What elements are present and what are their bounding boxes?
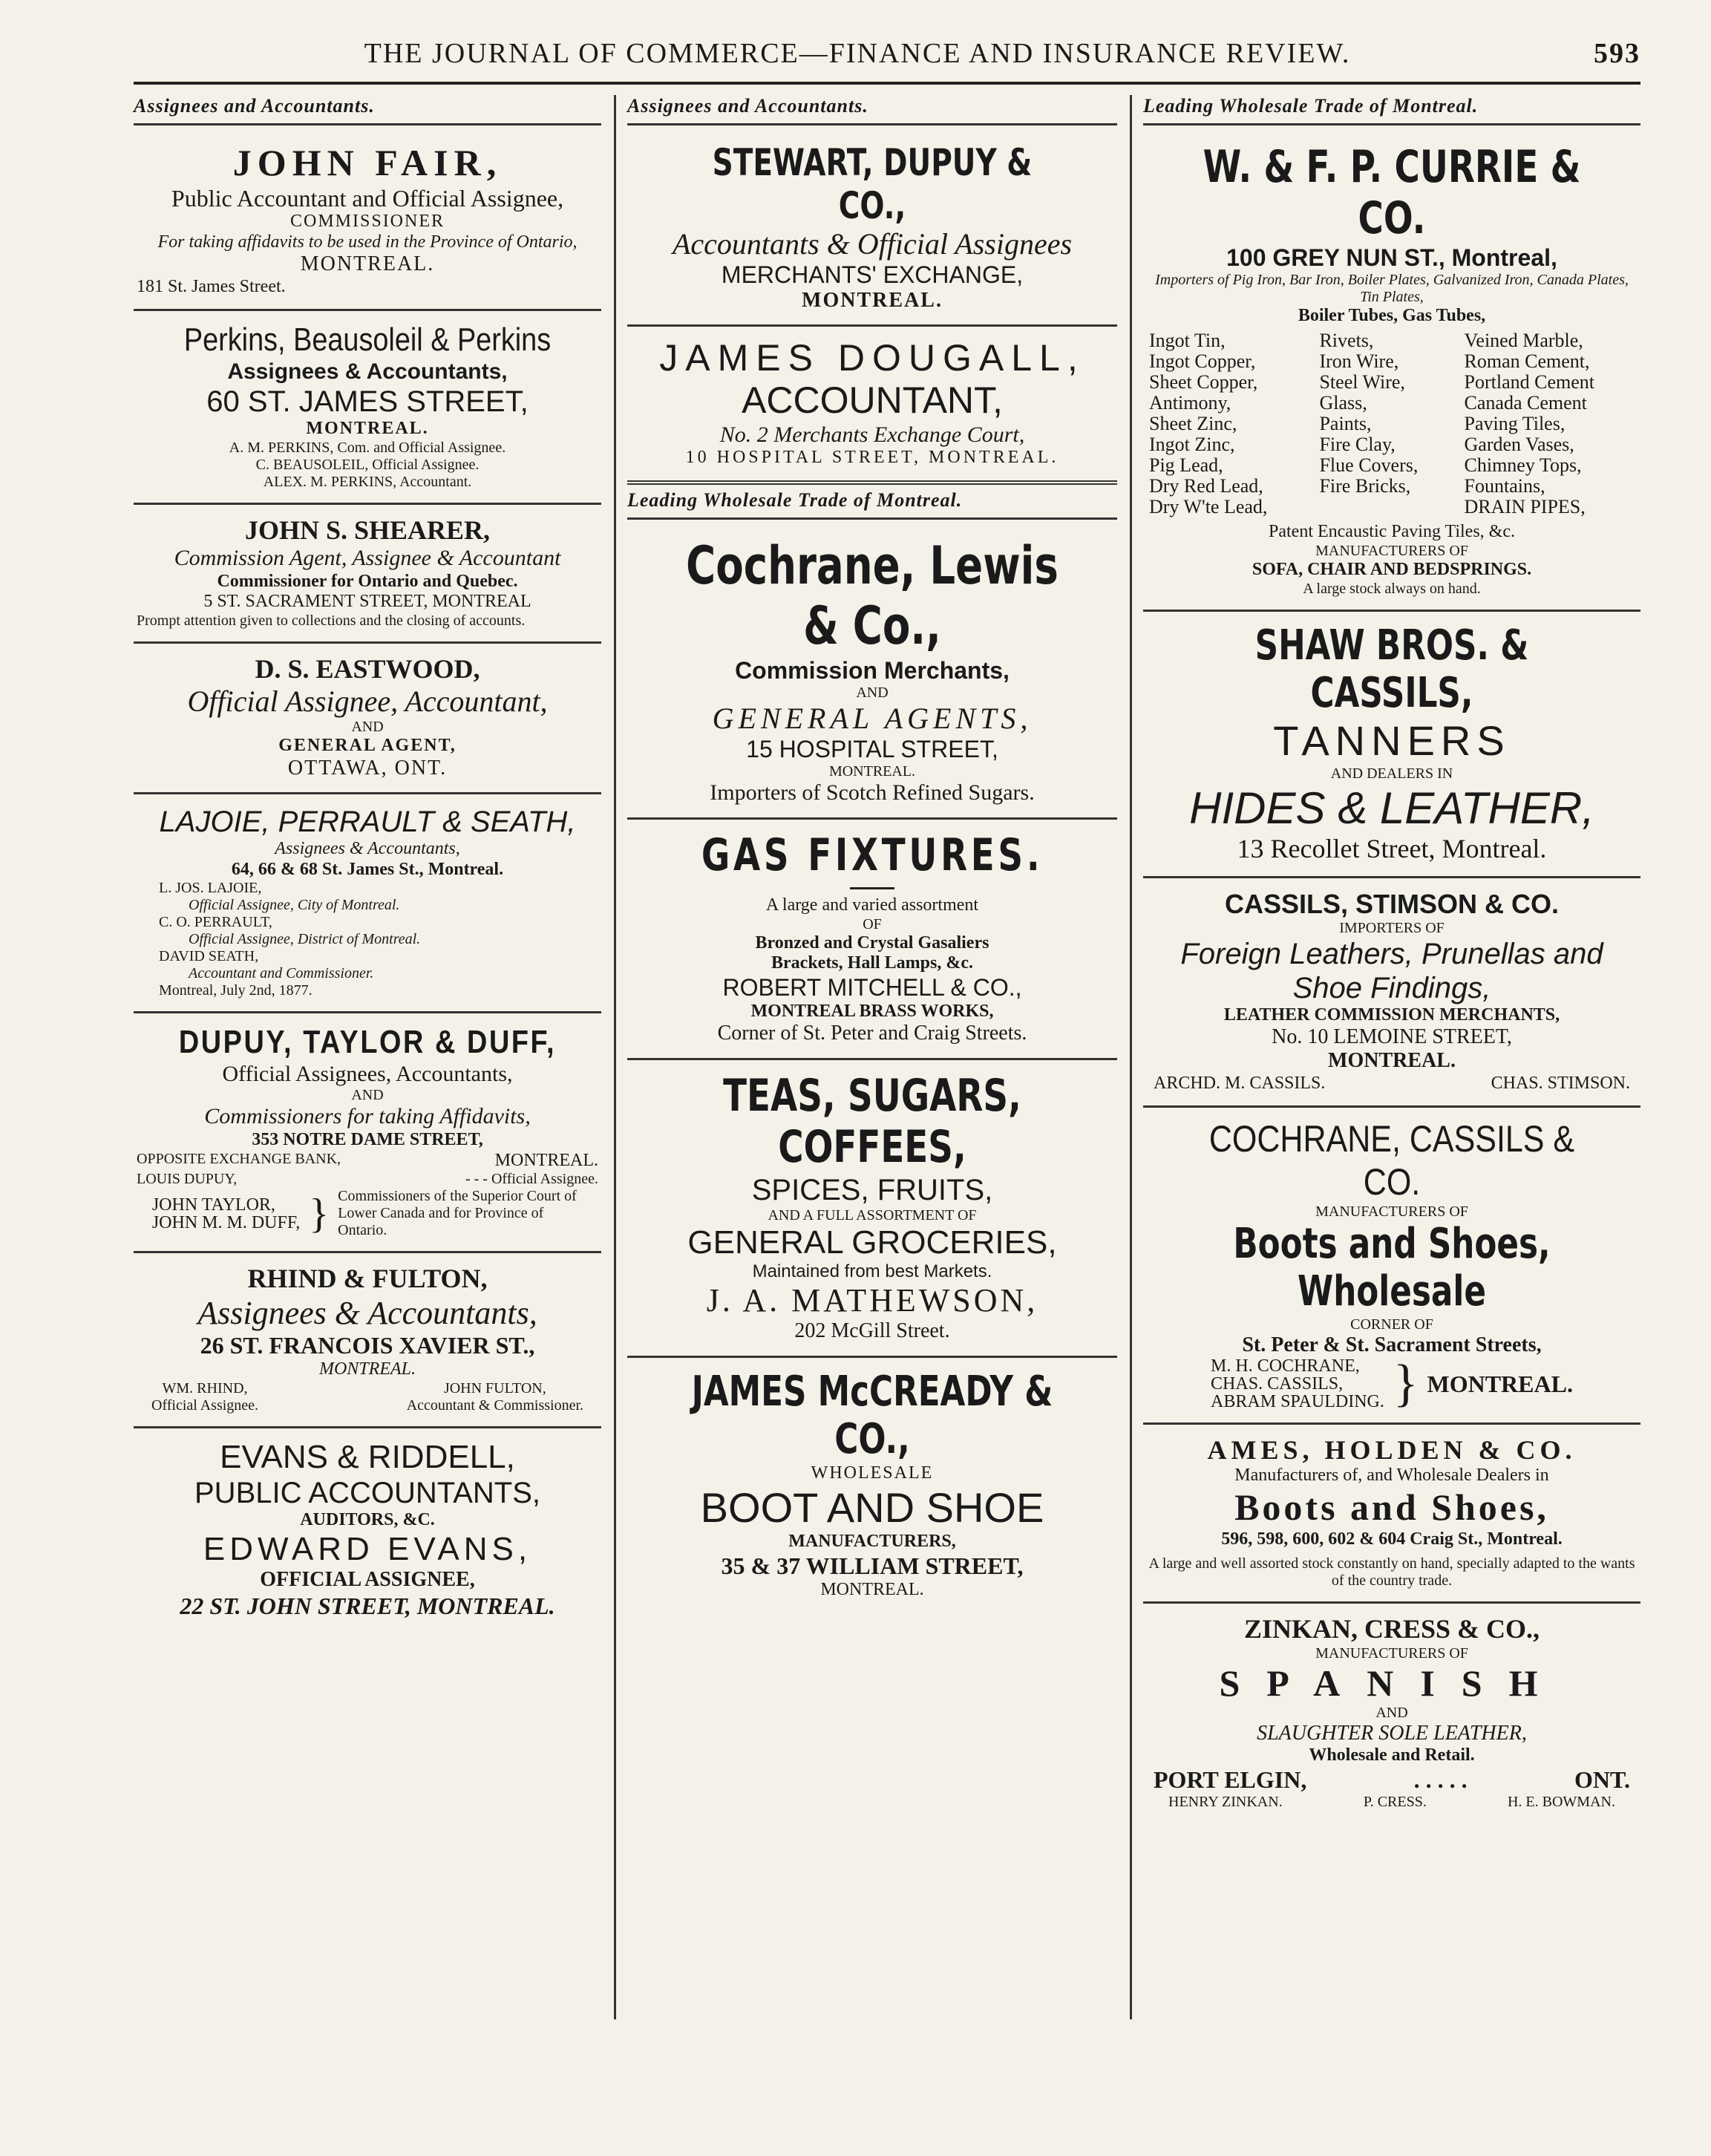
ad-line: Official Assignees, Accountants, bbox=[222, 1061, 513, 1086]
ad-person-title: Official Assignee, City of Montreal. bbox=[189, 897, 400, 914]
ad-person-title: - - - Official Assignee. bbox=[465, 1171, 598, 1188]
ad-line: Boiler Tubes, Gas Tubes, bbox=[1298, 305, 1486, 325]
product-item: Ingot Zinc, bbox=[1149, 434, 1235, 456]
ad-line: For taking affidavits to be used in the Province of Ontario, bbox=[157, 232, 578, 252]
ad-gas-fixtures bbox=[627, 820, 1117, 1059]
ad-line: A large and varied assortment bbox=[765, 895, 979, 915]
ad-line: AND bbox=[351, 1087, 384, 1104]
ad-person: LOUIS DUPUY, bbox=[137, 1171, 238, 1188]
ad-shearer bbox=[134, 505, 601, 644]
ad-person-title: Official Assignee. bbox=[151, 1396, 259, 1414]
advertiser-name: LAJOIE, PERRAULT & SEATH, bbox=[159, 806, 576, 839]
ad-line: J. A. MATHEWSON, bbox=[706, 1281, 1038, 1319]
ad-address: 202 McGill Street. bbox=[794, 1319, 950, 1343]
ad-person: JOHN FULTON, bbox=[443, 1379, 546, 1396]
product-column bbox=[1465, 330, 1635, 517]
header-rule bbox=[134, 82, 1640, 85]
ad-john-fair bbox=[134, 131, 601, 311]
ad-cassils-stimson bbox=[1143, 878, 1640, 1108]
ad-line: MONTREAL. bbox=[820, 1579, 924, 1599]
ad-line: No. 2 Merchants Exchange Court, bbox=[719, 422, 1025, 447]
ad-line: . . . . . bbox=[1413, 1765, 1468, 1793]
advertiser-name: CASSILS, STIMSON & CO. bbox=[1224, 889, 1560, 920]
page-header bbox=[134, 30, 1640, 82]
product-item: Veined Marble, bbox=[1464, 330, 1583, 352]
advertiser-name: RHIND & FULTON, bbox=[247, 1264, 488, 1294]
advertiser-name: JOHN FAIR, bbox=[232, 142, 503, 183]
ad-james-dougall bbox=[627, 327, 1117, 485]
product-item: Sheet Copper, bbox=[1149, 371, 1258, 393]
ad-line: MERCHANTS' EXCHANGE, bbox=[721, 261, 1024, 288]
ad-person: CHAS. STIMSON. bbox=[1491, 1073, 1630, 1093]
ad-line: MONTREAL. bbox=[318, 1359, 416, 1379]
brace-glyph: } bbox=[309, 1190, 330, 1237]
ad-line: Assignees & Accountants, bbox=[275, 839, 460, 859]
ad-line: Wholesale and Retail. bbox=[1309, 1745, 1475, 1765]
ad-shaw-bros bbox=[1143, 612, 1640, 879]
ad-line: MONTREAL. bbox=[306, 419, 429, 439]
ad-line: Commission Merchants, bbox=[735, 657, 1010, 685]
ad-brace-group bbox=[1146, 1357, 1638, 1411]
column-divider bbox=[1130, 95, 1132, 2019]
ad-line: Manufacturers of, and Wholesale Dealers in bbox=[1234, 1466, 1549, 1486]
ad-cochrane-cassils bbox=[1143, 1108, 1640, 1425]
product-item: DRAIN PIPES, bbox=[1464, 496, 1586, 518]
ad-person-block bbox=[151, 1380, 258, 1414]
column-3 bbox=[1143, 95, 1640, 2019]
ad-line: Boots and Shoes, Wholesale bbox=[1233, 1220, 1551, 1316]
product-item: Fountains, bbox=[1464, 475, 1545, 497]
ad-line: GENERAL AGENT, bbox=[278, 736, 457, 756]
ad-address: 181 St. James Street. bbox=[137, 276, 286, 296]
ad-person: C. O. PERRAULT, bbox=[159, 914, 272, 931]
ad-line: AND bbox=[856, 684, 889, 701]
ad-line: Public Accountant and Official Assignee, bbox=[171, 184, 564, 212]
ad-cochrane-lewis bbox=[627, 526, 1117, 820]
product-item: Chimney Tops, bbox=[1464, 454, 1582, 477]
ad-line: A large and well assorted stock constantly on hand, specially adapted to the wants of the country trade. bbox=[1148, 1555, 1635, 1590]
product-list bbox=[1146, 326, 1638, 522]
advertiser-name: Cochrane, Lewis & Co., bbox=[686, 535, 1059, 656]
ad-line: SLAUGHTER SOLE LEATHER, bbox=[1257, 1722, 1527, 1745]
ad-person: H. E. BOWMAN. bbox=[1507, 1793, 1615, 1810]
ad-person: L. JOS. LAJOIE, bbox=[159, 880, 262, 897]
ad-line: Commissioners for taking Affidavits, bbox=[204, 1104, 531, 1129]
ad-address: 5 ST. SACRAMENT STREET, MONTREAL bbox=[203, 592, 531, 612]
ad-line: TANNERS bbox=[1273, 717, 1511, 765]
advertiser-name: W. & F. P. CURRIE & CO. bbox=[1203, 141, 1581, 244]
ad-person-title: Accountant & Commissioner. bbox=[406, 1396, 583, 1414]
ad-line: HIDES & LEATHER, bbox=[1189, 783, 1594, 833]
ad-line: BOOT AND SHOE bbox=[700, 1483, 1044, 1531]
product-item: Steel Wire, bbox=[1319, 371, 1405, 393]
ad-eastwood bbox=[134, 644, 601, 794]
ad-line: Assignees & Accountants, bbox=[197, 1294, 537, 1331]
product-item: Paving Tiles, bbox=[1464, 413, 1566, 435]
product-item: Ingot Copper, bbox=[1149, 350, 1256, 373]
product-item bbox=[1319, 497, 1464, 517]
ad-line: CORNER OF bbox=[1350, 1316, 1433, 1333]
ad-person: WM. RHIND, bbox=[162, 1379, 248, 1396]
ad-line: Importers of Pig Iron, Bar Iron, Boiler Plates, Galvanized Iron, Canada Plates, Tin Plates, bbox=[1155, 271, 1629, 305]
product-item: Paints, bbox=[1319, 413, 1372, 435]
ad-row bbox=[137, 1171, 598, 1188]
ad-line: AND bbox=[351, 719, 384, 736]
advertiser-name: STEWART, DUPUY & CO., bbox=[712, 141, 1033, 227]
product-item: Portland Cement bbox=[1464, 371, 1594, 393]
product-item: Pig Lead, bbox=[1149, 454, 1223, 477]
ad-address: 596, 598, 600, 602 & 604 Craig St., Montreal. bbox=[1221, 1529, 1563, 1549]
ad-line: OF bbox=[863, 915, 882, 932]
ad-address: Corner of St. Peter and Craig Streets. bbox=[717, 1022, 1027, 1045]
ad-address: 22 ST. JOHN STREET, MONTREAL. bbox=[180, 1592, 555, 1619]
section-heading: Leading Wholesale Trade of Montreal. bbox=[1143, 95, 1640, 125]
ad-line: MONTREAL. bbox=[1328, 1049, 1456, 1073]
ad-evans-riddell bbox=[134, 1428, 601, 1632]
ad-person: ABRAM SPAULDING. bbox=[1211, 1392, 1384, 1412]
product-item: Flue Covers, bbox=[1319, 454, 1419, 477]
ad-line: Commissioner for Ontario and Quebec. bbox=[217, 571, 518, 591]
ad-names bbox=[152, 1196, 300, 1232]
ad-line: AND A FULL ASSORTMENT OF bbox=[768, 1206, 977, 1224]
ad-line: ACCOUNTANT, bbox=[742, 379, 1003, 422]
advertiser-name: ZINKAN, CRESS & CO., bbox=[1243, 1614, 1540, 1644]
ad-address: OTTAWA, ONT. bbox=[287, 757, 448, 780]
product-item: Roman Cement, bbox=[1464, 350, 1590, 373]
ad-date: Montreal, July 2nd, 1877. bbox=[159, 982, 313, 999]
advertiser-name: GAS FIXTURES. bbox=[701, 829, 1044, 882]
product-item: Dry Red Lead, bbox=[1149, 475, 1263, 497]
advertiser-name: AMES, HOLDEN & CO. bbox=[1207, 1435, 1577, 1466]
ad-names bbox=[1211, 1357, 1384, 1411]
ad-person: P. CRESS. bbox=[1363, 1793, 1427, 1810]
ad-line: MANUFACTURERS OF bbox=[1315, 1644, 1468, 1662]
ad-line: Commissioners of the Superior Court of Lower Canada and for Province of Ontario. bbox=[338, 1188, 577, 1239]
ad-line: ONT. bbox=[1574, 1765, 1630, 1793]
ad-lajoie bbox=[134, 794, 601, 1013]
advertiser-name: TEAS, SUGARS, COFFEES, bbox=[723, 1069, 1021, 1173]
ad-address: 353 NOTRE DAME STREET, bbox=[252, 1129, 483, 1149]
ad-line: Prompt attention given to collections and the closing of accounts. bbox=[137, 612, 526, 630]
product-column bbox=[1149, 330, 1319, 517]
ad-mathewson bbox=[627, 1060, 1117, 1358]
ad-person: ALEX. M. PERKINS, Accountant. bbox=[263, 473, 472, 490]
ad-perkins bbox=[134, 311, 601, 505]
ad-ames-holden bbox=[1143, 1425, 1640, 1604]
ad-address: 26 ST. FRANCOIS XAVIER ST., bbox=[200, 1332, 535, 1359]
column-1 bbox=[134, 95, 601, 2019]
column-2 bbox=[627, 95, 1117, 2019]
ad-address: No. 10 LEMOINE STREET, bbox=[1272, 1025, 1512, 1049]
product-column bbox=[1319, 330, 1464, 517]
advertiser-name: Perkins, Beausoleil & Perkins bbox=[183, 321, 552, 359]
ad-line: Maintained from best Markets. bbox=[752, 1261, 992, 1282]
ad-person: ARCHD. M. CASSILS. bbox=[1154, 1073, 1326, 1093]
ad-line: MONTREAL. bbox=[802, 288, 943, 312]
ad-line: Patent Encaustic Paving Tiles, &c. bbox=[1269, 522, 1515, 542]
ad-line: MONTREAL. bbox=[1427, 1370, 1573, 1397]
product-item: Fire Bricks, bbox=[1319, 475, 1411, 497]
ad-line: MONTREAL. bbox=[494, 1150, 598, 1170]
ad-line: SPICES, FRUITS, bbox=[751, 1173, 993, 1206]
brace-glyph: } bbox=[1393, 1355, 1419, 1413]
section-heading: Assignees and Accountants. bbox=[134, 95, 601, 125]
ad-line: MANUFACTURERS, bbox=[788, 1532, 956, 1552]
product-item: Ingot Tin, bbox=[1149, 330, 1226, 352]
ad-line: MANUFACTURERS OF bbox=[1315, 542, 1468, 559]
ad-line: EDWARD EVANS, bbox=[203, 1530, 532, 1567]
ad-mccready bbox=[627, 1358, 1117, 1613]
ad-address: PORT ELGIN, bbox=[1154, 1765, 1307, 1793]
ad-line: PUBLIC ACCOUNTANTS, bbox=[194, 1477, 540, 1510]
ad-address: 60 ST. JAMES STREET, bbox=[206, 385, 529, 419]
ad-row bbox=[137, 1151, 598, 1172]
ad-person: CHAS. CASSILS, bbox=[1211, 1374, 1344, 1394]
ad-line: Boots and Shoes, bbox=[1234, 1486, 1549, 1529]
section-heading: Assignees and Accountants. bbox=[627, 95, 1117, 125]
advertiser-name: JOHN S. SHEARER, bbox=[244, 514, 491, 545]
ad-address: St. Peter & St. Sacrament Streets, bbox=[1242, 1333, 1542, 1356]
ad-person: JOHN M. M. DUFF, bbox=[151, 1212, 301, 1232]
ad-line: LEATHER COMMISSION MERCHANTS, bbox=[1223, 1004, 1560, 1025]
ad-line: Bronzed and Crystal Gasaliers bbox=[755, 932, 989, 953]
product-item: Fire Clay, bbox=[1319, 434, 1396, 456]
ad-line: OPPOSITE EXCHANGE BANK, bbox=[137, 1150, 341, 1167]
ad-person: A. M. PERKINS, Com. and Official Assignee. bbox=[229, 439, 506, 456]
ad-line: COMMISSIONER bbox=[289, 212, 445, 232]
ad-line: ROBERT MITCHELL & CO., bbox=[722, 973, 1022, 1001]
advertiser-name: SHAW BROS. & CASSILS, bbox=[1254, 621, 1529, 717]
ad-stewart-dupuy bbox=[627, 131, 1117, 327]
product-item: Glass, bbox=[1319, 392, 1367, 414]
journal-title: THE JOURNAL OF COMMERCE—FINANCE AND INSURANCE REVIEW. bbox=[364, 38, 1351, 69]
ad-line: MONTREAL BRASS WORKS, bbox=[750, 1001, 994, 1021]
product-item: Garden Vases, bbox=[1464, 434, 1574, 456]
advertiser-name: D. S. EASTWOOD, bbox=[255, 654, 480, 685]
section-heading: Leading Wholesale Trade of Montreal. bbox=[627, 489, 1117, 520]
ad-line: Commission Agent, Assignee & Accountant bbox=[174, 546, 561, 571]
ad-address: 64, 66 & 68 St. James St., Montreal. bbox=[231, 859, 504, 879]
ad-line: MONTREAL. bbox=[828, 762, 916, 780]
ad-row bbox=[1146, 1074, 1638, 1094]
ad-person: M. H. COCHRANE, bbox=[1211, 1356, 1360, 1376]
journal-page bbox=[134, 30, 1640, 2108]
ad-address: 13 Recollet Street, Montreal. bbox=[1237, 833, 1547, 863]
advertiser-name: JAMES DOUGALL, bbox=[659, 336, 1085, 379]
ad-line: GENERAL GROCERIES, bbox=[687, 1224, 1057, 1261]
ad-brace-group bbox=[137, 1188, 598, 1239]
ad-person-block bbox=[407, 1380, 583, 1414]
ad-line: WHOLESALE bbox=[811, 1463, 934, 1483]
ad-line: AND DEALERS IN bbox=[1330, 765, 1453, 782]
product-item: Canada Cement bbox=[1464, 392, 1587, 414]
ad-currie bbox=[1143, 131, 1640, 612]
ad-line: MANUFACTURERS OF bbox=[1315, 1203, 1468, 1221]
ad-address: 10 HOSPITAL STREET, MONTREAL. bbox=[685, 448, 1059, 468]
ad-line: SOFA, CHAIR AND BEDSPRINGS. bbox=[1252, 559, 1532, 579]
ad-line: Importers of Scotch Refined Sugars. bbox=[710, 780, 1035, 805]
ad-row bbox=[1146, 1794, 1638, 1811]
ad-address: 100 GREY NUN ST., Montreal, bbox=[1226, 244, 1557, 271]
ad-row bbox=[1146, 1766, 1638, 1794]
ad-person: C. BEAUSOLEIL, Official Assignee. bbox=[255, 456, 480, 473]
ad-line: OFFICIAL ASSIGNEE, bbox=[260, 1568, 475, 1592]
advertiser-name: JAMES McCREADY & CO., bbox=[691, 1367, 1053, 1463]
ad-line: Assignees & Accountants, bbox=[227, 359, 508, 384]
product-item: Iron Wire, bbox=[1319, 350, 1399, 373]
product-item: Sheet Zinc, bbox=[1149, 413, 1237, 435]
ad-line: Accountants & Official Assignees bbox=[672, 227, 1073, 261]
advertiser-name: DUPUY, TAYLOR & DUFF, bbox=[178, 1024, 557, 1061]
ad-address: 15 HOSPITAL STREET, bbox=[746, 735, 998, 762]
ad-person: HENRY ZINKAN. bbox=[1168, 1793, 1283, 1810]
column-divider bbox=[614, 95, 616, 2019]
ad-person-title: Official Assignee, District of Montreal. bbox=[189, 931, 421, 948]
ad-rhind-fulton bbox=[134, 1253, 601, 1428]
ad-address: 35 & 37 WILLIAM STREET, bbox=[721, 1552, 1024, 1579]
advertiser-name: COCHRANE, CASSILS & CO. bbox=[1208, 1118, 1575, 1203]
ad-line: AUDITORS, &C. bbox=[300, 1510, 435, 1530]
ad-line: A large stock always on hand. bbox=[1303, 580, 1481, 597]
ad-line: IMPORTERS OF bbox=[1339, 919, 1445, 936]
product-item: Rivets, bbox=[1319, 330, 1374, 352]
advertiser-name: EVANS & RIDDELL, bbox=[220, 1438, 515, 1475]
ad-line: AND bbox=[1375, 1705, 1408, 1722]
ad-person: JOHN TAYLOR, bbox=[151, 1195, 275, 1215]
ad-line: MONTREAL. bbox=[300, 252, 435, 276]
ad-line: GENERAL AGENTS, bbox=[712, 701, 1033, 735]
ad-line: Brackets, Hall Lamps, &c. bbox=[771, 953, 973, 973]
product-item: Dry W'te Lead, bbox=[1149, 496, 1268, 518]
ad-zinkan-cress bbox=[1143, 1604, 1640, 1822]
ad-line: SPANISH bbox=[1219, 1662, 1565, 1704]
ad-dupuy-taylor bbox=[134, 1013, 601, 1253]
ad-line: Official Assignee, Accountant, bbox=[187, 685, 548, 719]
ad-row bbox=[137, 1380, 598, 1414]
ad-person: DAVID SEATH, bbox=[159, 948, 259, 965]
divider bbox=[850, 887, 894, 889]
page-number: 593 bbox=[1594, 38, 1640, 69]
product-item: Antimony, bbox=[1149, 392, 1231, 414]
ad-line: Foreign Leathers, Prunellas and Shoe Findings, bbox=[1180, 937, 1603, 1004]
ad-person-title: Accountant and Commissioner. bbox=[189, 965, 374, 982]
